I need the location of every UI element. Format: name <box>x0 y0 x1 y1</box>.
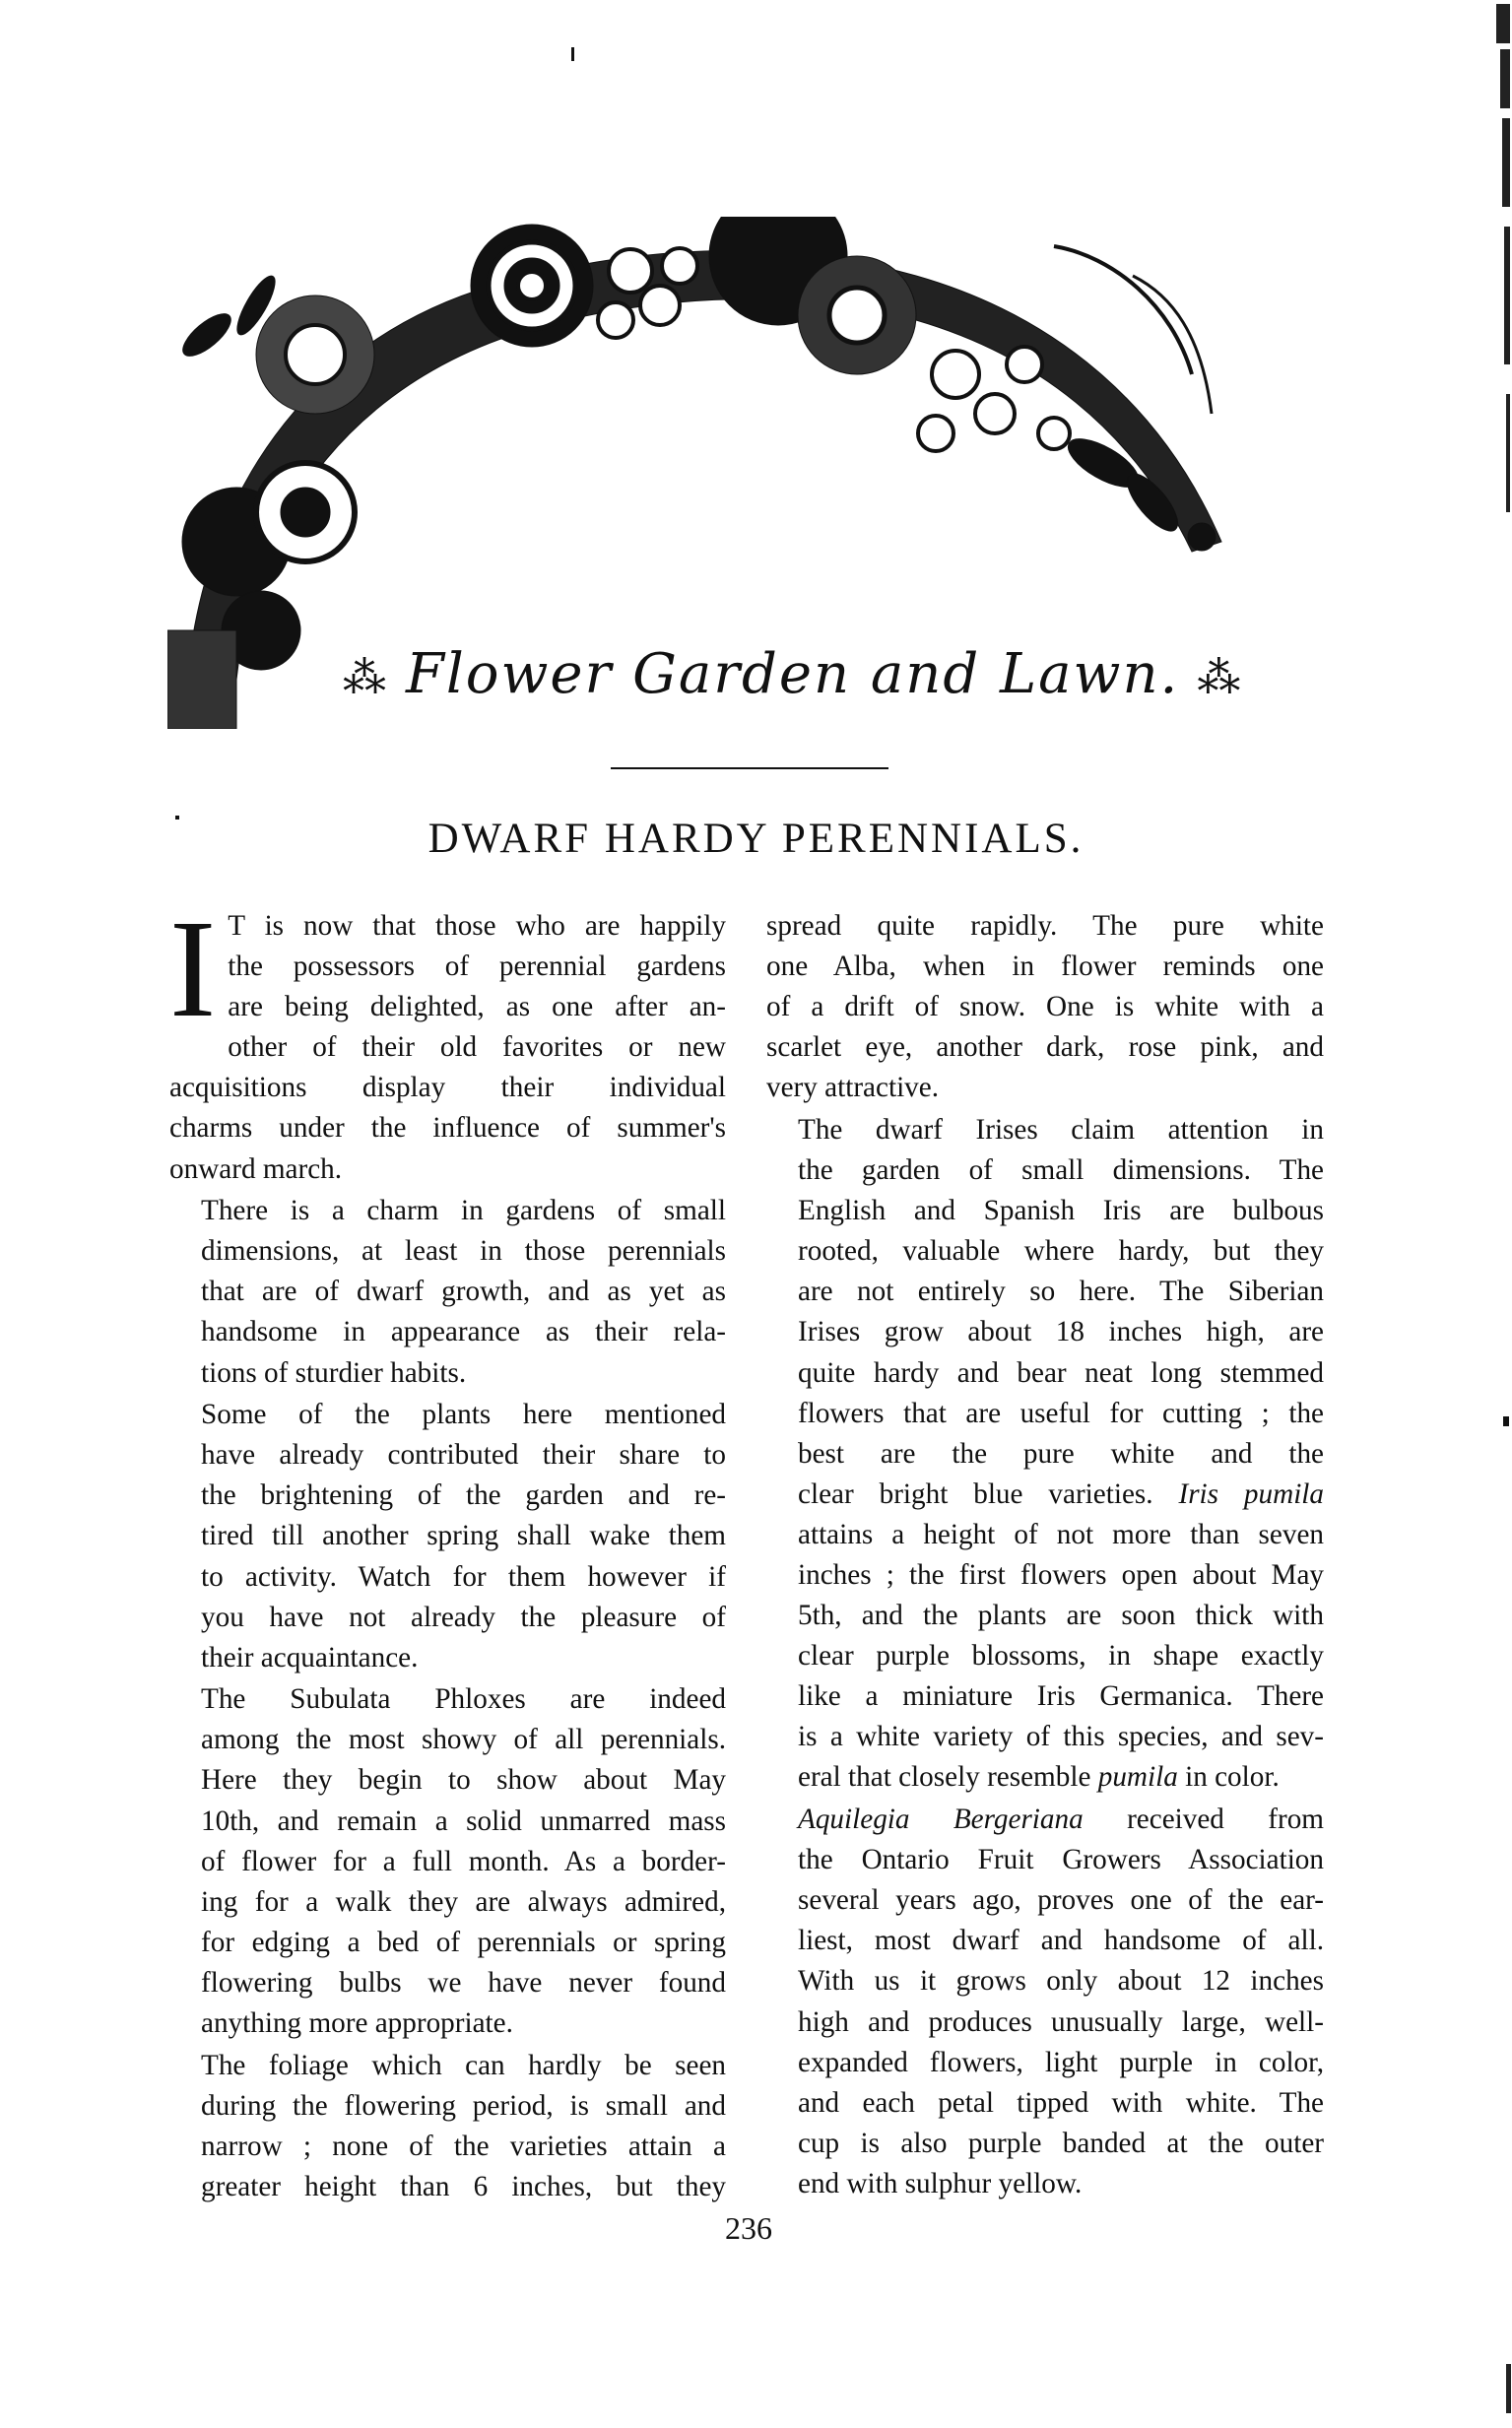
text-line: Irises grow about 18 inches high, are <box>798 1316 1324 1348</box>
text-line: is a white variety of this species, and sev- <box>798 1721 1324 1753</box>
text-line: are not entirely so here. The Siberian <box>798 1276 1324 1308</box>
text-line: liest, most dwarf and handsome of all. <box>798 1925 1324 1957</box>
text-line: Here they begin to show about May <box>201 1764 726 1797</box>
text-line: tions of sturdier habits. <box>201 1356 467 1389</box>
paragraph <box>169 1191 726 1393</box>
italic-species-name: pumila <box>1097 1761 1178 1794</box>
text-line: greater height than 6 inches, but they <box>201 2170 726 2202</box>
text-line: anything more appropriate. <box>201 2007 513 2040</box>
paragraph <box>169 1395 726 1678</box>
text-line: the possessors of perennial gardens <box>228 951 726 983</box>
drop-cap: I <box>169 890 217 1046</box>
text-line <box>766 1475 1324 1515</box>
text-line: the garden of small dimensions. The <box>798 1154 1324 1187</box>
scan-edge-noise <box>1490 0 1512 2428</box>
text-line: English and Spanish Iris are bulbous <box>798 1195 1324 1227</box>
scan-speck <box>571 47 574 61</box>
italic-species-name: Iris pumila <box>1178 1477 1325 1510</box>
text-line: ing for a walk they are always admired, <box>201 1885 726 1918</box>
text-line: expanded flowers, light purple in color, <box>798 2046 1324 2078</box>
text-line: best are the pure white and the <box>798 1437 1324 1470</box>
text-line: 10th, and remain a solid unmarred mass <box>201 1805 726 1837</box>
text-line <box>766 1800 1324 1840</box>
text-line: very attractive. <box>766 1072 940 1104</box>
text-line: cup is also purple banded at the outer <box>798 2127 1324 2159</box>
text-line: handsome in appearance as their rela- <box>201 1316 726 1348</box>
section-title <box>325 630 1243 719</box>
text-line: flowering bulbs we have never found <box>201 1966 726 1999</box>
text-line: There is a charm in gardens of small <box>201 1195 726 1227</box>
text-line: quite hardy and bear neat long stemmed <box>798 1356 1324 1389</box>
article-title: DWARF HARDY PERENNIALS. <box>427 816 1085 862</box>
text-line: several years ago, proves one of the ear- <box>798 1884 1324 1917</box>
text-run: clear bright blue varieties. <box>798 1477 1179 1510</box>
text-line: that are of dwarf growth, and as yet as <box>201 1276 726 1308</box>
text-line: With us it grows only about 12 inches <box>798 1965 1324 1998</box>
text-line: high and produces unusually large, well- <box>798 2005 1324 2038</box>
text-run: eral that closely resemble <box>798 1761 1098 1794</box>
text-line: during the flowering period, is small and <box>201 2089 726 2122</box>
paragraph <box>766 1110 1324 1799</box>
text-line: have already contributed their share to <box>201 1439 726 1472</box>
text-line: the brightening of the garden and re- <box>201 1479 726 1512</box>
paragraph <box>169 2046 726 2207</box>
section-title-text: Flower Garden and Lawn. <box>406 642 1180 706</box>
text-run: in color. <box>1177 1761 1280 1794</box>
paragraph <box>169 1679 726 2044</box>
text-line: 5th, and the plants are soon thick with <box>798 1600 1324 1632</box>
text-line: Some of the plants here mentioned <box>201 1399 726 1431</box>
scan-speck <box>175 816 179 820</box>
text-line: flowers that are useful for cutting ; the <box>798 1397 1324 1429</box>
text-line: you have not already the pleasure of <box>201 1601 726 1633</box>
text-line: tired till another spring shall wake them <box>201 1520 726 1552</box>
text-line: their acquaintance. <box>201 1641 419 1673</box>
paragraph <box>766 1800 1324 2204</box>
title-rule <box>611 767 888 769</box>
text-line: onward march. <box>169 1152 343 1185</box>
text-line: end with sulphur yellow. <box>798 2167 1083 2199</box>
text-line: T is now that those who are happily <box>228 910 726 942</box>
text-line: of a drift of snow. One is white with a <box>766 991 1324 1023</box>
text-line: of flower for a full month. As a border- <box>201 1845 726 1877</box>
text-line: narrow ; none of the varieties attain a <box>201 2130 726 2162</box>
text-line: The foliage which can hardly be seen <box>201 2049 726 2081</box>
text-line: and each petal tipped with white. The <box>798 2086 1324 2119</box>
text-line: the Ontario Fruit Growers Association <box>798 1844 1324 1876</box>
text-line: clear purple blossoms, in shape exactly <box>798 1640 1324 1673</box>
text-line: The dwarf Irises claim attention in <box>798 1113 1324 1146</box>
paragraph <box>766 906 1324 1108</box>
text-line <box>766 1757 1324 1798</box>
text-line: The Subulata Phloxes are indeed <box>201 1683 726 1716</box>
text-line: other of their old favorites or new <box>228 1031 726 1064</box>
text-line: acquisitions display their individual <box>169 1072 726 1104</box>
left-column <box>169 890 726 2209</box>
paragraph <box>169 890 726 1190</box>
text-line: charms under the influence of summer's <box>169 1112 726 1145</box>
text-line: are being delighted, as one after an- <box>228 991 726 1023</box>
text-line: to activity. Watch for them however if <box>201 1560 726 1593</box>
text-line: rooted, valuable where hardy, but they <box>798 1235 1324 1268</box>
page-number: 236 <box>725 2210 772 2246</box>
italic-species-name: Aquilegia Bergeriana <box>798 1804 1084 1836</box>
text-line: inches ; the first flowers open about May <box>798 1559 1324 1591</box>
fleuron-left-icon: ⁂ <box>343 653 388 703</box>
text-run: received from <box>1083 1804 1324 1836</box>
text-line: dimensions, at least in those perennials <box>201 1235 726 1268</box>
right-column <box>766 906 1324 2206</box>
text-line: among the most showy of all perennials. <box>201 1724 726 1756</box>
text-line: attains a height of not more than seven <box>798 1518 1324 1550</box>
fleuron-right-icon: ⁂ <box>1197 653 1243 703</box>
text-line: one Alba, when in flower reminds one <box>766 951 1324 983</box>
text-line: like a miniature Iris Germanica. There <box>798 1680 1324 1713</box>
text-line: for edging a bed of perennials or spring <box>201 1926 726 1958</box>
text-line: scarlet eye, another dark, rose pink, and <box>766 1031 1324 1064</box>
text-line: spread quite rapidly. The pure white <box>766 910 1324 942</box>
